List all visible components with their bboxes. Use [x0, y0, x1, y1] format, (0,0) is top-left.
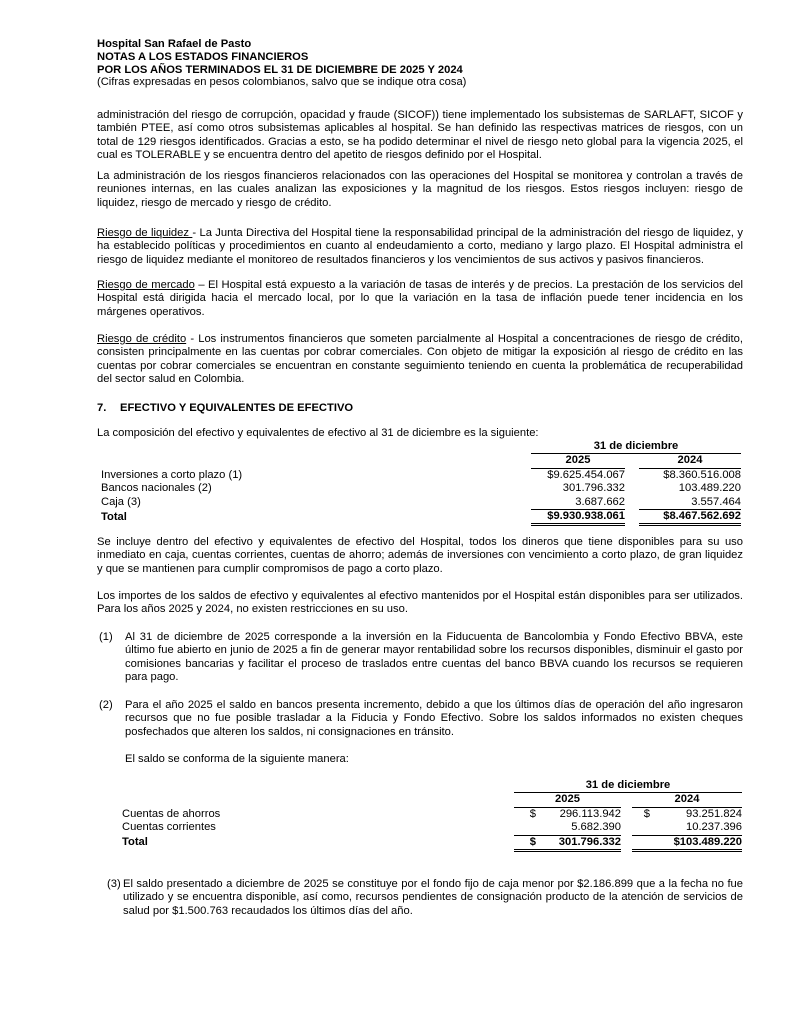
liquidity-risk-text: - La Junta Directiva del Hospital tiene la responsabilidad principal de la administración del riesgo de liquidez, y ha establecido políticas y procedimientos en cuanto al endeudamiento a corto, mediano y largo plazo. El Hospital administra el riesgo de liquidez mediante el monitoreo de resultados financieros y los vencimientos de sus activos y pasivos financieros. — [97, 227, 743, 266]
section-title: EFECTIVO Y EQUIVALENTES DE EFECTIVO — [120, 402, 354, 414]
row-currency-2025: $ — [529, 807, 536, 820]
period-title: POR LOS AÑOS TERMINADOS EL 31 DE DICIEMBRE DE 2025 Y 2024 — [97, 63, 463, 76]
row-label: Caja (3) — [101, 495, 141, 508]
row-label: Cuentas corrientes — [122, 821, 216, 834]
row-currency-2025 — [514, 821, 536, 835]
table-total-row — [101, 510, 741, 525]
section-heading — [97, 402, 353, 415]
row-value-2025: 301.796.332 — [562, 482, 625, 495]
section-number: 7. — [97, 402, 107, 414]
cash-table-col-2025: 2025 — [531, 454, 625, 468]
row-value-2024: 93.251.824 — [686, 807, 742, 820]
total-label: Total — [101, 510, 127, 523]
paragraph-market-risk — [97, 279, 743, 319]
table-row — [122, 807, 742, 821]
row-label: Cuentas de ahorros — [122, 807, 221, 820]
cash-table-col-2024: 2024 — [639, 454, 741, 468]
market-risk-label: Riesgo de mercado — [97, 279, 195, 291]
footnote-1-text: Al 31 de diciembre de 2025 corresponde a la inversión en la Fiducuenta de Bancolombia y Fondo Efectivo BBVA, este último fue abierto en junio de 2025 a fin de generar mayor rentabilidad sobre los recursos disponibles, disminuir el gasto por comisiones bancarias y facilitar el proceso de traslados entre cuentas del banco BBVA cuando los recursos se requieren para pago. — [125, 631, 743, 684]
credit-risk-text: - Los instrumentos financieros que someten parcialmente al Hospital a concentraciones de riesgo de crédito, consisten principalmente en las cuentas por cobrar comerciales. Con objeto de mitigar la exposición al riesgo de crédito en las cuentas por cobrar comerciales se encuentran en constante seguimiento teniendo en cuenta la problemática de recuperabilidad del sector salud en Colombia. — [97, 333, 743, 386]
table-row — [101, 482, 741, 495]
footnote-1 — [99, 631, 743, 685]
total-value-2025: $9.930.938.061 — [531, 510, 625, 525]
row-currency-2024 — [632, 821, 650, 835]
cash-table-group-header: 31 de diciembre — [593, 440, 679, 452]
table-row — [122, 821, 742, 835]
bank-table-group-header: 31 de diciembre — [585, 779, 671, 791]
paragraph-availability: Los importes de los saldos de efectivo y equivalentes al efectivo mantenidos por el Hospital están disponibles para ser utilizados. Para los años 2025 y 2024, no existen restricciones en su uso. — [97, 590, 743, 616]
bank-table-col-2025: 2025 — [514, 793, 621, 807]
row-label: Bancos nacionales (2) — [101, 482, 212, 495]
row-value-2025: $9.625.454.067 — [547, 468, 625, 481]
paragraph-risk-management: La administración de los riesgos financieros relacionados con las operaciones del Hospital se monitorea y controlan a través de reuniones internas, en las cuales analizan las exposiciones y la magnitud de los riesgos. Estos riesgos incluyen: riesgo de liquidez, riesgo de mercado y riesgo de crédito. — [97, 170, 743, 209]
currency-note: (Cifras expresadas en pesos colombianos, salvo que se indique otra cosa) — [97, 76, 467, 89]
paragraph-balance-intro: El saldo se conforma de la siguiente manera: — [125, 753, 349, 765]
footnote-3-text: El saldo presentado a diciembre de 2025 se constituye por el fondo fijo de caja menor por $2.186.899 que a la fecha no fue utilizado y se encuentra disponible, así como, recursos pendientes de consignación producto de la atención de servicios de salud por $1.500.763 recaudados los últimos días del año. — [123, 878, 743, 917]
paragraph-credit-risk — [97, 333, 743, 387]
bank-table-col-2024: 2024 — [632, 793, 742, 807]
notes-title: NOTAS A LOS ESTADOS FINANCIEROS — [97, 50, 309, 63]
total-value-2024: $8.467.562.692 — [639, 510, 741, 525]
total-currency-2024 — [632, 835, 650, 850]
hospital-name: Hospital San Rafael de Pasto — [97, 38, 252, 50]
footnote-3-label: (3) — [107, 878, 121, 890]
row-currency-2024: $ — [643, 807, 650, 820]
footnote-1-label: (1) — [99, 631, 113, 643]
row-label: Inversiones a corto plazo (1) — [101, 468, 243, 481]
footnote-2-text: Para el año 2025 el saldo en bancos presenta incremento, debido a que los últimos días de operación del año ingresaron recursos que no fue posible trasladar a la Fiducia y Fondo Efectivo. Sobre los saldos informados no existen cheques posfechados que alteren los saldos, ni consignaciones en tránsito. — [125, 699, 743, 738]
total-value-2025: 301.796.332 — [536, 835, 621, 850]
liquidity-risk-label: Riesgo de liquidez — [97, 227, 193, 239]
row-value-2024: 10.237.396 — [650, 821, 742, 835]
paragraph-cash-definition: Se incluye dentro del efectivo y equivalentes de efectivo del Hospital, todos los dineros que tiene disponibles para su uso inmediato en caja, cuentas corrientes, cuentas de ahorro; además de inversiones con vencimiento a corto plazo, de gran liquidez y que se mantienen para cumplir compromisos de pago a corto plazo. — [97, 536, 743, 575]
row-value-2025: 3.687.662 — [531, 496, 625, 510]
paragraph-liquidity-risk — [97, 227, 743, 267]
document-header — [97, 38, 743, 89]
total-label: Total — [122, 836, 148, 849]
credit-risk-label: Riesgo de crédito — [97, 333, 187, 345]
row-value-2024: $8.360.516.008 — [663, 468, 741, 481]
market-risk-text: – El Hospital está expuesto a la variación de tasas de interés y de precios. La prestación de los servicios del Hospital está dirigida hacia el mercado local, por lo que la variación en la tasa de inflación puede tener incidencia en los márgenes operativos. — [97, 279, 743, 318]
paragraph-composition: La composición del efectivo y equivalentes de efectivo al 31 de diciembre es la siguiente: — [97, 427, 539, 439]
row-value-2024: 3.557.464 — [639, 496, 741, 510]
cash-table — [101, 440, 741, 526]
table-row — [101, 468, 741, 482]
paragraph-sicof: administración del riesgo de corrupción, opacidad y fraude (SICOF)) tiene implementado los subsistemas de SARLAFT, SICOF y también PTEE, así como otros subsistemas aplicables al hospital. Se han definido las respectivas matrices de riesgos, con un total de 129 riesgos identificados. Gracias a esto, se ha podido determinar el nivel de riesgo neto global para la vigencia 2025, el cual es TOLERABLE y se encuentra dentro del apetito de riesgos definido por el Hospital. — [97, 109, 743, 162]
table-row — [101, 496, 741, 510]
bank-table — [122, 779, 742, 852]
row-value-2024: 103.489.220 — [678, 482, 741, 495]
footnote-2-label: (2) — [99, 699, 113, 711]
total-value-2024: $103.489.220 — [650, 835, 742, 850]
row-value-2025: 296.113.942 — [559, 807, 621, 820]
row-value-2025: 5.682.390 — [536, 821, 621, 835]
footnote-3 — [107, 878, 743, 918]
footnote-2 — [99, 699, 743, 739]
table-total-row — [122, 835, 742, 850]
total-currency-2025: $ — [514, 835, 536, 850]
